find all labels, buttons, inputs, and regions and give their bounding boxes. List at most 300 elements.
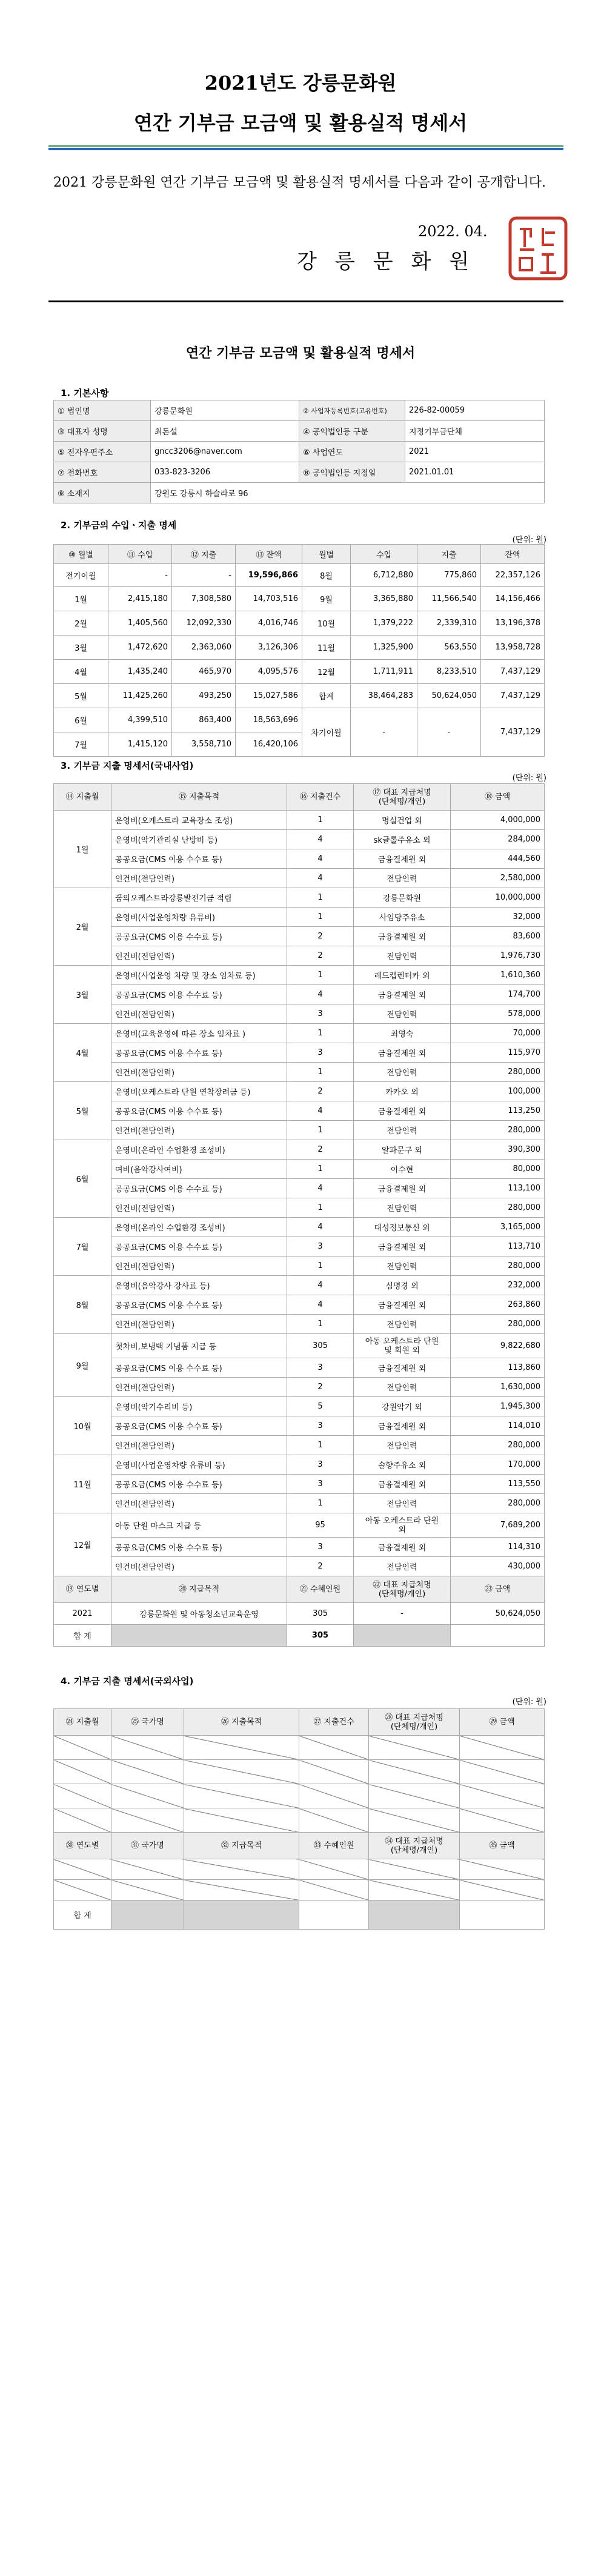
empty-cell <box>451 1625 545 1647</box>
table-row <box>54 1576 545 1603</box>
table-row <box>54 784 545 811</box>
gray-cell <box>111 1900 184 1930</box>
payee-cell: 카카오 외 <box>354 1082 451 1101</box>
payee-cell: 아동 오케스트라 단원 및 회원 외 <box>354 1334 451 1358</box>
month-cell: 합계 <box>302 684 351 708</box>
summary-cell: 강릉문화원 및 아동청소년교육운영 <box>111 1603 287 1625</box>
amount-cell: 14,703,516 <box>236 587 302 611</box>
amount-cell: 32,000 <box>451 908 545 927</box>
count-cell: 1 <box>287 966 354 985</box>
payee-cell: 명실건업 외 <box>354 811 451 830</box>
month-cell: 10월 <box>302 611 351 636</box>
column-header: ⑱ 금액 <box>451 784 545 811</box>
label-ceo: ③ 대표자 성명 <box>54 421 151 442</box>
amount-cell: 280,000 <box>451 1436 545 1455</box>
count-cell: 4 <box>287 869 354 888</box>
document-title: 연간 기부금 모금액 및 활용실적 명세서 <box>185 346 416 361</box>
table-row <box>54 636 545 660</box>
empty-cell <box>111 1760 184 1784</box>
month-cell: 4월 <box>54 660 108 684</box>
purpose-cell: 첫차비,보냉백 기념품 지급 등 <box>111 1334 287 1358</box>
month-cell: 4월 <box>54 1024 111 1082</box>
table-row <box>54 1833 545 1859</box>
purpose-cell: 인건비(전담인력) <box>111 1256 287 1276</box>
summary-cell: 50,624,050 <box>451 1603 545 1625</box>
green-rule <box>48 145 563 147</box>
purpose-cell: 여비(음악강사여비) <box>111 1160 287 1179</box>
amount-cell: 11,425,260 <box>108 684 172 708</box>
table-row <box>54 1494 545 1513</box>
payee-cell: 금융결제원 외 <box>354 1358 451 1378</box>
count-cell: 4 <box>287 849 354 869</box>
column-header: ㉓ 금액 <box>451 1576 545 1603</box>
amount-cell: 12,092,330 <box>172 611 236 636</box>
section-4-unit: (단위: 원) <box>512 1698 546 1707</box>
amount-cell: 113,250 <box>451 1101 545 1121</box>
column-header: ⑭ 지출월 <box>54 784 111 811</box>
label-address: ⑨ 소재지 <box>54 483 151 503</box>
amount-cell: 280,000 <box>451 1063 545 1082</box>
month-cell: 3월 <box>54 966 111 1024</box>
label-designation-date: ⑧ 공익법인등 지정일 <box>299 462 405 483</box>
payee-cell: 심명경 외 <box>354 1276 451 1295</box>
column-header: ⑳ 지급목적 <box>111 1576 287 1603</box>
month-cell: 2월 <box>54 888 111 966</box>
empty-cell <box>460 1859 545 1880</box>
section-3-title: 3. 기부금 지출 명세서(국내사업) <box>61 760 194 771</box>
empty-cell <box>299 1900 369 1930</box>
count-cell: 3 <box>287 1043 354 1063</box>
column-header: 잔액 <box>481 545 545 564</box>
table-row <box>54 1557 545 1576</box>
month-cell: 12월 <box>54 1513 111 1576</box>
count-cell: 4 <box>287 830 354 849</box>
table-row <box>54 1237 545 1256</box>
payee-cell: 금융결제원 외 <box>354 1179 451 1198</box>
amount-cell: 1,472,620 <box>108 636 172 660</box>
payee-cell: 전담인력 <box>354 869 451 888</box>
amount-cell: 280,000 <box>451 1256 545 1276</box>
amount-cell: 174,700 <box>451 985 545 1004</box>
empty-cell <box>460 1808 545 1833</box>
purpose-cell: 운영비(악기관리실 난방비 등) <box>111 830 287 849</box>
section-2-title: 2. 기부금의 수입ㆍ지출 명세 <box>61 520 177 531</box>
month-cell: 12월 <box>302 660 351 684</box>
empty-cell <box>369 1859 460 1880</box>
payee-cell: 전담인력 <box>354 1436 451 1455</box>
month-cell: 7월 <box>54 1218 111 1276</box>
table-row <box>54 1880 545 1900</box>
amount-cell: 113,860 <box>451 1358 545 1378</box>
amount-cell: 7,689,200 <box>451 1513 545 1538</box>
table-row <box>54 1513 545 1538</box>
table-row <box>54 1024 545 1043</box>
intro-text: 2021 강릉문화원 연간 기부금 모금액 및 활용실적 명세서를 다음과 같이 공개합니다. <box>53 175 546 190</box>
purpose-cell: 공공요금(CMS 이용 수수료 등) <box>111 985 287 1004</box>
table-row <box>54 1475 545 1494</box>
count-cell: 2 <box>287 1378 354 1397</box>
amount-cell: 390,300 <box>451 1140 545 1160</box>
amount-cell: 7,308,580 <box>172 587 236 611</box>
table-row <box>54 849 545 869</box>
table-row <box>54 1900 545 1930</box>
table-row <box>54 1082 545 1101</box>
purpose-cell: 공공요금(CMS 이용 수수료 등) <box>111 1358 287 1378</box>
label-phone: ⑦ 전화번호 <box>54 462 151 483</box>
payee-cell: 레드캡렌터카 외 <box>354 966 451 985</box>
count-cell: 1 <box>287 908 354 927</box>
month-cell: 5월 <box>54 684 108 708</box>
total-count: 305 <box>287 1625 354 1647</box>
official-seal <box>506 214 569 282</box>
count-cell: 3 <box>287 1237 354 1256</box>
table-row <box>54 1160 545 1179</box>
amount-cell: 15,027,586 <box>236 684 302 708</box>
empty-cell <box>184 1859 299 1880</box>
empty-cell <box>369 1784 460 1808</box>
amount-cell: 1,976,730 <box>451 946 545 966</box>
count-cell: 3 <box>287 1538 354 1557</box>
payee-cell: 이수현 <box>354 1160 451 1179</box>
empty-cell <box>369 1808 460 1833</box>
empty-cell <box>54 1859 111 1880</box>
amount-cell: 170,000 <box>451 1455 545 1475</box>
empty-cell <box>54 1880 111 1900</box>
table-row <box>54 1218 545 1237</box>
column-header: ㉝ 수혜인원 <box>299 1833 369 1859</box>
carry-in: - <box>351 708 417 757</box>
count-cell: 3 <box>287 1004 354 1024</box>
purpose-cell: 공공요금(CMS 이용 수수료 등) <box>111 1538 287 1557</box>
amount-cell: 4,000,000 <box>451 811 545 830</box>
amount-cell: 70,000 <box>451 1024 545 1043</box>
column-header: ㉑ 수혜인원 <box>287 1576 354 1603</box>
amount-cell: 3,558,710 <box>172 732 236 757</box>
column-header: ⑩ 월별 <box>54 545 108 564</box>
purpose-cell: 인건비(전담인력) <box>111 1378 287 1397</box>
payee-cell: 금융결제원 외 <box>354 1416 451 1436</box>
purpose-cell: 공공요금(CMS 이용 수수료 등) <box>111 1179 287 1198</box>
amount-cell: 16,420,106 <box>236 732 302 757</box>
amount-cell: 444,560 <box>451 849 545 869</box>
payee-cell: 전담인력 <box>354 1256 451 1276</box>
amount-cell: 563,550 <box>417 636 481 660</box>
table-row <box>54 1736 545 1760</box>
basic-info-table <box>53 400 545 503</box>
amount-cell: 1,435,240 <box>108 660 172 684</box>
table-row <box>54 1378 545 1397</box>
payee-cell: 금융결제원 외 <box>354 1237 451 1256</box>
amount-cell: 4,016,746 <box>236 611 302 636</box>
payee-cell: 금융결제원 외 <box>354 1043 451 1063</box>
column-header: ㉕ 국가명 <box>111 1709 184 1736</box>
count-cell: 1 <box>287 1063 354 1082</box>
empty-cell <box>369 1736 460 1760</box>
table-row <box>54 1140 545 1160</box>
purpose-cell: 인건비(전담인력) <box>111 1198 287 1218</box>
count-cell: 1 <box>287 1256 354 1276</box>
month-cell: 11월 <box>54 1455 111 1513</box>
carry-label: 차기이월 <box>302 708 351 757</box>
table-row <box>54 684 545 708</box>
amount-cell: 280,000 <box>451 1494 545 1513</box>
amount-cell: 465,970 <box>172 660 236 684</box>
amount-cell: 13,196,378 <box>481 611 545 636</box>
payee-cell: 전담인력 <box>354 1121 451 1140</box>
gray-cell <box>354 1625 451 1647</box>
payee-cell: 금융결제원 외 <box>354 1475 451 1494</box>
column-header: ㉗ 지출건수 <box>299 1709 369 1736</box>
amount-cell: 50,624,050 <box>417 684 481 708</box>
count-cell: 2 <box>287 1557 354 1576</box>
count-cell: 3 <box>287 1455 354 1475</box>
empty-cell <box>299 1784 369 1808</box>
amount-cell: 8,233,510 <box>417 660 481 684</box>
phone: 033-823-3206 <box>151 462 299 483</box>
column-header: ㉖ 지출목적 <box>184 1709 299 1736</box>
amount-cell: 22,357,126 <box>481 564 545 587</box>
payee-cell: 전담인력 <box>354 1004 451 1024</box>
month-cell: 6월 <box>54 708 108 732</box>
purpose-cell: 공공요금(CMS 이용 수수료 등) <box>111 1237 287 1256</box>
column-header: ⑮ 지출목적 <box>111 784 287 811</box>
amount-cell: 3,365,880 <box>351 587 417 611</box>
count-cell: 1 <box>287 1315 354 1334</box>
carry-balance: 7,437,129 <box>481 708 545 757</box>
column-header: ⑲ 연도별 <box>54 1576 111 1603</box>
count-cell: 4 <box>287 1101 354 1121</box>
address: 강원도 강릉시 하슬라로 96 <box>151 483 545 503</box>
table-row <box>54 1709 545 1736</box>
column-header: ㉛ 국가명 <box>111 1833 184 1859</box>
payee-cell: 금융결제원 외 <box>354 927 451 946</box>
amount-cell: 114,010 <box>451 1416 545 1436</box>
amount-cell: 7,437,129 <box>481 684 545 708</box>
label-corp-type: ④ 공익법인등 구분 <box>299 421 405 442</box>
purpose-cell: 인건비(전담인력) <box>111 1557 287 1576</box>
table-row <box>54 1315 545 1334</box>
payee-cell: 강릉문화원 <box>354 888 451 908</box>
amount-cell: 4,399,510 <box>108 708 172 732</box>
table-row <box>54 1603 545 1625</box>
column-header: 월별 <box>302 545 351 564</box>
purpose-cell: 공공요금(CMS 이용 수수료 등) <box>111 849 287 869</box>
payee-cell: 전담인력 <box>354 1494 451 1513</box>
amount-cell: 863,400 <box>172 708 236 732</box>
label-corp-name: ① 법인명 <box>54 400 151 421</box>
table-row <box>54 946 545 966</box>
table-row <box>54 811 545 830</box>
overseas-expense-table <box>53 1708 545 1930</box>
payee-cell: 최영숙 <box>354 1024 451 1043</box>
biz-number: 226-82-00059 <box>405 400 545 421</box>
total-label: 합 계 <box>54 1900 111 1930</box>
amount-cell: 280,000 <box>451 1198 545 1218</box>
carry-out: - <box>417 708 481 757</box>
month-cell: 6월 <box>54 1140 111 1218</box>
issue-date: 2022. 04. <box>418 223 488 240</box>
empty-cell <box>184 1760 299 1784</box>
empty-cell <box>460 1736 545 1760</box>
month-cell: 8월 <box>54 1276 111 1334</box>
amount-cell: 2,415,180 <box>108 587 172 611</box>
amount-cell: 10,000,000 <box>451 888 545 908</box>
organization-name: 강릉문화원 <box>297 250 488 274</box>
count-cell: 2 <box>287 1082 354 1101</box>
purpose-cell: 운영비(악기수리비 등) <box>111 1397 287 1416</box>
table-row <box>54 1358 545 1378</box>
amount-cell: 19,596,866 <box>236 564 302 587</box>
amount-cell: 7,437,129 <box>481 660 545 684</box>
empty-cell <box>111 1784 184 1808</box>
empty-cell <box>299 1760 369 1784</box>
payee-cell: 금융결제원 외 <box>354 1538 451 1557</box>
table-row <box>54 660 545 684</box>
count-cell: 1 <box>287 1121 354 1140</box>
purpose-cell: 운영비(음악강사 강사료 등) <box>111 1276 287 1295</box>
amount-cell: 100,000 <box>451 1082 545 1101</box>
column-header: ㉞ 대표 지급처명 (단체명/개인) <box>369 1833 460 1859</box>
amount-cell: 113,100 <box>451 1179 545 1198</box>
amount-cell: 80,000 <box>451 1160 545 1179</box>
table-row <box>54 1625 545 1647</box>
amount-cell: 430,000 <box>451 1557 545 1576</box>
empty-cell <box>111 1880 184 1900</box>
payee-cell: 금융결제원 외 <box>354 849 451 869</box>
amount-cell: 3,165,000 <box>451 1218 545 1237</box>
table-row <box>54 1538 545 1557</box>
table-row <box>54 1101 545 1121</box>
column-header: 지출 <box>417 545 481 564</box>
table-row <box>54 1808 545 1833</box>
gray-cell <box>111 1625 287 1647</box>
table-row <box>54 1004 545 1024</box>
table-row <box>54 830 545 849</box>
count-cell: 4 <box>287 1218 354 1237</box>
amount-cell: 13,958,728 <box>481 636 545 660</box>
table-row <box>54 1276 545 1295</box>
amount-cell: 2,339,310 <box>417 611 481 636</box>
count-cell: 4 <box>287 1179 354 1198</box>
payee-cell: 전담인력 <box>354 1063 451 1082</box>
table-row <box>54 545 545 564</box>
purpose-cell: 아동 단원 마스크 지급 등 <box>111 1513 287 1538</box>
amount-cell: 1,379,222 <box>351 611 417 636</box>
column-header: 수입 <box>351 545 417 564</box>
empty-cell <box>54 1808 111 1833</box>
amount-cell: 1,405,560 <box>108 611 172 636</box>
column-header: ㉚ 연도별 <box>54 1833 111 1859</box>
empty-cell <box>460 1784 545 1808</box>
table-row <box>54 908 545 927</box>
payee-cell: 전담인력 <box>354 1378 451 1397</box>
month-cell: 1월 <box>54 811 111 888</box>
purpose-cell: 꿈의오케스트라강릉발전기금 적립 <box>111 888 287 908</box>
payee-cell: 솔향주유소 외 <box>354 1455 451 1475</box>
empty-cell <box>299 1880 369 1900</box>
empty-cell <box>111 1808 184 1833</box>
amount-cell: 284,000 <box>451 830 545 849</box>
purpose-cell: 공공요금(CMS 이용 수수료 등) <box>111 1101 287 1121</box>
table-row <box>54 1198 545 1218</box>
empty-cell <box>111 1736 184 1760</box>
purpose-cell: 운영비(사업운영차량 유류비 등) <box>111 1455 287 1475</box>
count-cell: 3 <box>287 1416 354 1436</box>
column-header: ㉜ 지급목적 <box>184 1833 299 1859</box>
gray-cell <box>184 1900 299 1930</box>
count-cell: 2 <box>287 927 354 946</box>
purpose-cell: 인건비(전담인력) <box>111 1436 287 1455</box>
column-header: ⑫ 지출 <box>172 545 236 564</box>
purpose-cell: 인건비(전담인력) <box>111 946 287 966</box>
column-header: ㉒ 대표 지급처명 (단체명/개인) <box>354 1576 451 1603</box>
table-row <box>54 1121 545 1140</box>
month-cell: 7월 <box>54 732 108 757</box>
count-cell: 2 <box>287 946 354 966</box>
purpose-cell: 인건비(전담인력) <box>111 869 287 888</box>
amount-cell: - <box>172 564 236 587</box>
purpose-cell: 인건비(전담인력) <box>111 1121 287 1140</box>
label-biz-year: ⑥ 사업연도 <box>299 442 405 462</box>
purpose-cell: 공공요금(CMS 이용 수수료 등) <box>111 1043 287 1063</box>
title-line-1: 2021년도 강릉문화원 <box>204 71 397 95</box>
empty-cell <box>54 1760 111 1784</box>
amount-cell: 9,822,680 <box>451 1334 545 1358</box>
count-cell: 3 <box>287 1475 354 1494</box>
title-line-2: 연간 기부금 모금액 및 활용실적 명세서 <box>133 111 468 134</box>
amount-cell: 1,711,911 <box>351 660 417 684</box>
empty-cell <box>299 1859 369 1880</box>
amount-cell: 2,580,000 <box>451 869 545 888</box>
payee-cell: 전담인력 <box>354 1315 451 1334</box>
table-row <box>54 869 545 888</box>
empty-cell <box>369 1880 460 1900</box>
column-header: ⑪ 수입 <box>108 545 172 564</box>
amount-cell: 4,095,576 <box>236 660 302 684</box>
email: gncc3206@naver.com <box>151 442 299 462</box>
empty-cell <box>369 1760 460 1784</box>
count-cell: 1 <box>287 1160 354 1179</box>
amount-cell: 6,712,880 <box>351 564 417 587</box>
column-header: ㉘ 대표 지급처명 (단체명/개인) <box>369 1709 460 1736</box>
payee-cell: 강원악기 외 <box>354 1397 451 1416</box>
month-cell: 8월 <box>302 564 351 587</box>
column-header: ㉙ 금액 <box>460 1709 545 1736</box>
table-row <box>54 1760 545 1784</box>
amount-cell: 280,000 <box>451 1121 545 1140</box>
count-cell: 1 <box>287 1436 354 1455</box>
corp-type: 지정기부금단체 <box>405 421 545 442</box>
payee-cell: 사임당주유소 <box>354 908 451 927</box>
amount-cell: 1,630,000 <box>451 1378 545 1397</box>
count-cell: 4 <box>287 1276 354 1295</box>
month-cell: 9월 <box>302 587 351 611</box>
table-row <box>54 1436 545 1455</box>
section-4-title: 4. 기부금 지출 명세서(국외사업) <box>61 1676 194 1687</box>
count-cell: 1 <box>287 1024 354 1043</box>
table-row <box>54 1416 545 1436</box>
column-header: ⑰ 대표 지급처명 (단체명/개인) <box>354 784 451 811</box>
payee-cell: 금융결제원 외 <box>354 1101 451 1121</box>
amount-cell: 1,945,300 <box>451 1397 545 1416</box>
month-cell: 11월 <box>302 636 351 660</box>
income-expense-table <box>53 544 545 757</box>
count-cell: 1 <box>287 888 354 908</box>
label-biz-number: ② 사업자등록번호(고유번호) <box>299 400 405 421</box>
summary-cell: 305 <box>287 1603 354 1625</box>
amount-cell: 38,464,283 <box>351 684 417 708</box>
month-cell: 1월 <box>54 587 108 611</box>
